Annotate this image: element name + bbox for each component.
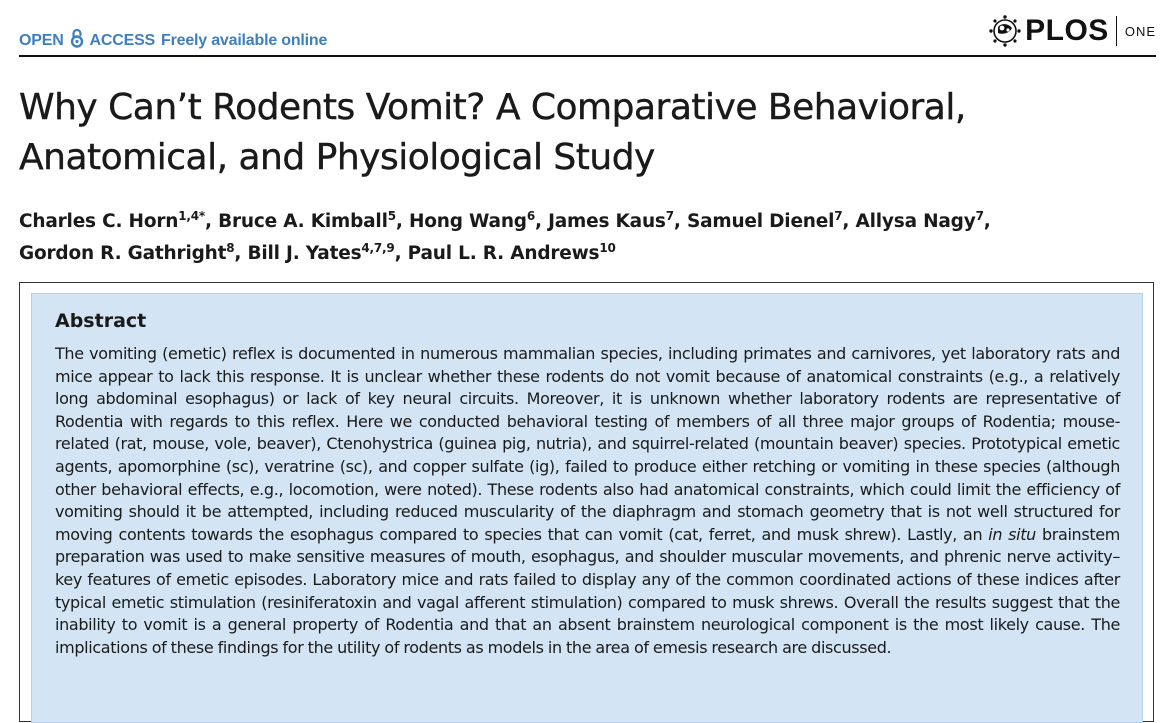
- abstract-text-part-2: brainstem preparation was used to make sensitive measures of mouth, esophagus, and shoulder muscular movements, and phrenic nerve activity–key features of emetic episodes. Laboratory mice and rats failed to display any of the common coordinated actions of these indices after typical emetic stimulation (resiniferatoxin and vagal afferent stimulation) compared to musk shrews. Overall the results suggest that the inability to vomit is a general property of Rodentia and that an absent brainstem neurological component is the most likely cause. The implications of these findings for the utility of rodents as models in the area of emesis research are discussed.: [55, 524, 1120, 657]
- author[interactable]: [409, 211, 535, 232]
- abstract-text: [55, 343, 1120, 659]
- author-name: Hong Wang: [408, 211, 527, 232]
- author-name: Bruce A. Kimball: [218, 211, 388, 232]
- one-wordmark: ONE: [1124, 23, 1156, 39]
- author-name: James Kaus: [548, 211, 666, 232]
- author-affiliation[interactable]: 4,7,9: [361, 241, 395, 255]
- abstract-box: [31, 293, 1143, 723]
- author-affiliation[interactable]: 6: [526, 209, 535, 223]
- author-affiliation[interactable]: 8: [226, 241, 235, 255]
- author-separator: ,: [394, 243, 408, 264]
- logo-divider: [1116, 16, 1117, 46]
- corresponding-author-mark: *: [198, 209, 205, 223]
- author-name: Samuel Dienel: [686, 211, 835, 232]
- author-affiliation[interactable]: 1,4: [178, 209, 199, 223]
- author-affiliation[interactable]: 7: [975, 209, 984, 223]
- author-separator: ,: [204, 211, 219, 232]
- abstract-text-italic: in situ: [988, 524, 1036, 544]
- author-separator: ,: [234, 243, 248, 264]
- author[interactable]: [19, 211, 205, 232]
- author-name: Bill J. Yates: [247, 243, 362, 264]
- author-separator: ,: [842, 211, 856, 232]
- open-access-lock-icon: [70, 28, 84, 48]
- open-access-banner[interactable]: [19, 28, 327, 50]
- access-label: ACCESS: [89, 32, 156, 49]
- abstract-heading: Abstract: [55, 310, 147, 332]
- freely-available-label: Freely available online: [161, 32, 328, 49]
- header-rule: [19, 55, 1156, 57]
- author-separator: ,: [535, 211, 549, 232]
- author-separator: ,: [983, 211, 991, 232]
- author[interactable]: [408, 243, 616, 264]
- author[interactable]: [548, 211, 674, 232]
- author-name: Gordon R. Gathright: [19, 243, 227, 264]
- plos-one-logo[interactable]: [988, 13, 1156, 49]
- author-name: Charles C. Horn: [19, 211, 179, 232]
- author[interactable]: [247, 243, 394, 264]
- open-label: OPEN: [19, 32, 64, 49]
- author[interactable]: [687, 211, 842, 232]
- author-affiliation[interactable]: 7: [665, 209, 674, 223]
- author[interactable]: [218, 211, 396, 232]
- journal-header: [19, 12, 1156, 56]
- author[interactable]: [19, 243, 234, 264]
- author-affiliation[interactable]: 5: [387, 209, 396, 223]
- author-affiliation[interactable]: 10: [599, 241, 616, 255]
- abstract-text-part-1: The vomiting (emetic) reflex is documented in numerous mammalian species, including primates and carnivores, yet laboratory rats and mice appear to lack this response. It is unclear whether these rodents do not vomit because of anatomical constraints (e.g., a relatively long abdominal esophagus) or lack of key neural circuits. Moreover, it is unknown whether laboratory rodents are representative of Rodentia with regards to this reflex. Here we conducted behavioral testing of members of all three major groups of Rodentia; mouse-related (rat, mouse, vole, beaver), Ctenohystrica (guinea pig, nutria), and squirrel-related (mountain beaver) species. Prototypical emetic agents, apomorphine (sc), veratrine (sc), and copper sulfate (ig), failed to produce either retching or vomiting in these species (although other behavioral effects, e.g., locomotion, were noted). These rodents also had anatomical constraints, which could limit the efficiency of vomiting should it be attempted, including reduced muscularity of the diaphragm and stomach geometry that is not well structured for moving contents towards the esophagus compared to species that can vomit (cat, ferret, and musk shrew). Lastly, an: [55, 344, 1120, 544]
- article-title: Why Can’t Rodents Vomit? A Comparative Behavioral, Anatomical, and Physiological Study: [19, 87, 966, 178]
- author-name: Allysa Nagy: [855, 211, 976, 232]
- plos-globe-icon: [988, 14, 1022, 48]
- plos-wordmark: PLOS: [1025, 14, 1109, 47]
- author[interactable]: [856, 211, 984, 232]
- author-name: Paul L. R. Andrews: [407, 243, 600, 264]
- author-separator: ,: [673, 211, 687, 232]
- author-separator: ,: [395, 211, 409, 232]
- author-list: [19, 206, 1159, 270]
- author-affiliation[interactable]: 7: [834, 209, 843, 223]
